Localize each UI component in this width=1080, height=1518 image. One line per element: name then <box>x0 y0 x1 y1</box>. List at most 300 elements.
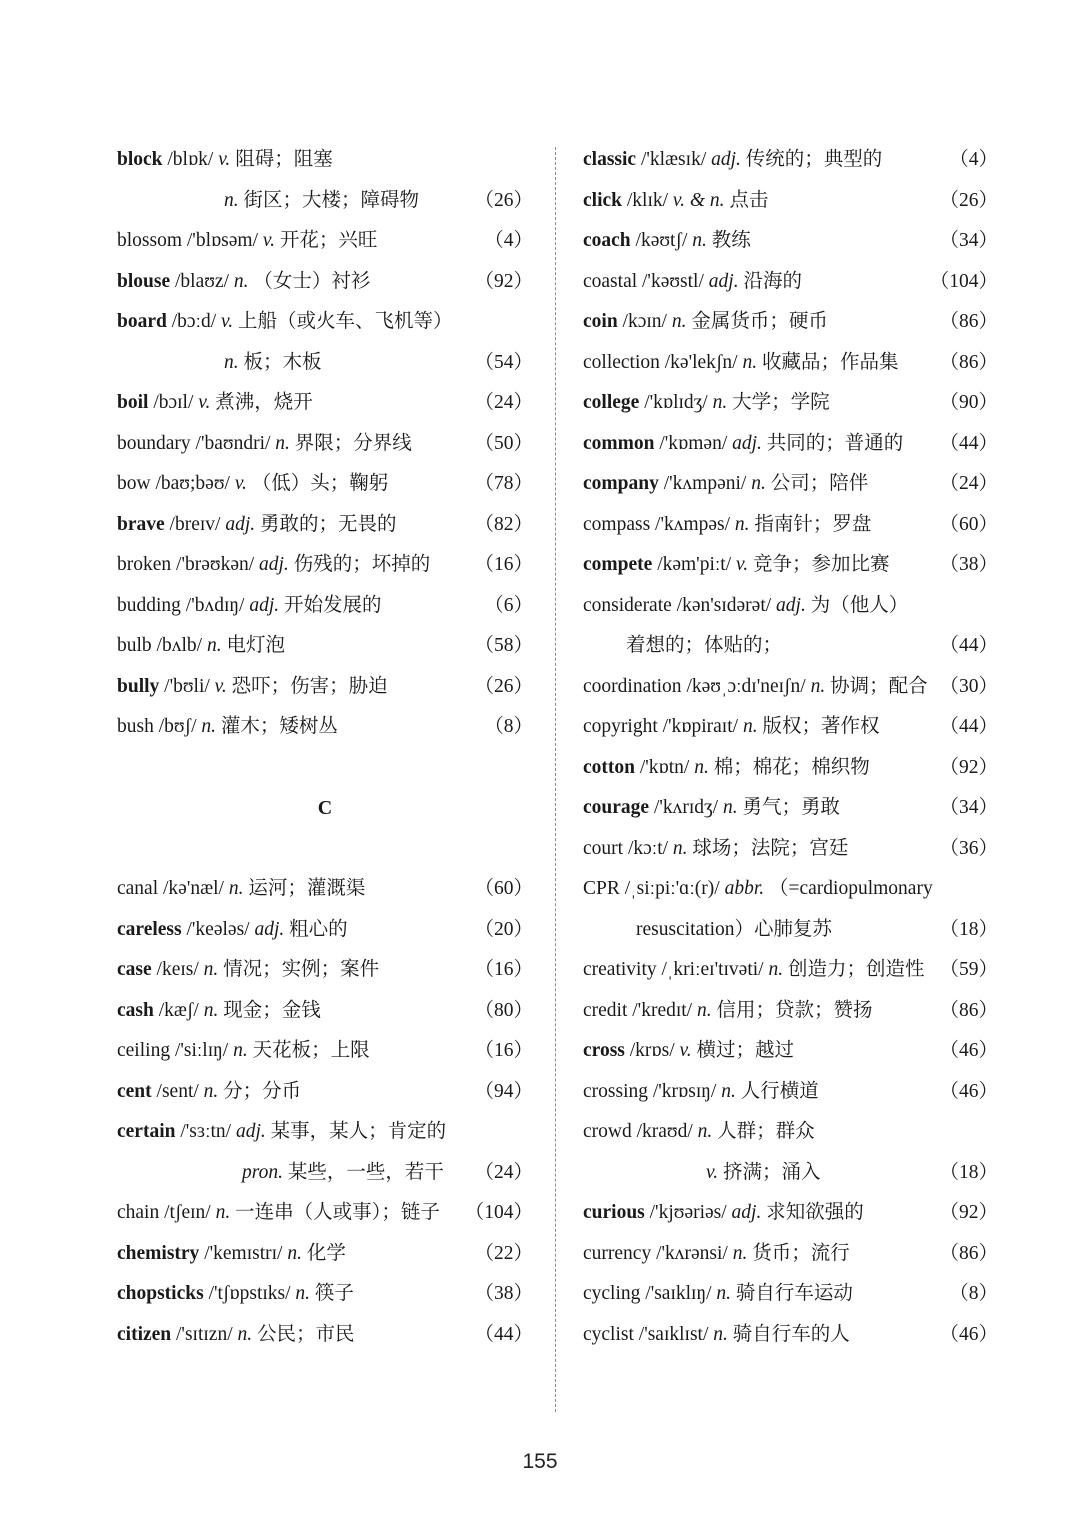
headword: cash <box>117 999 154 1021</box>
page-reference: （86） <box>939 1242 998 1264</box>
page-reference: （94） <box>474 1080 533 1102</box>
part-of-speech: v. <box>262 230 275 251</box>
dictionary-entry <box>117 991 533 1032</box>
headword: bow <box>117 473 151 494</box>
headword: block <box>117 149 163 170</box>
entry-text <box>583 1031 794 1072</box>
part-of-speech: adj. <box>711 149 741 170</box>
entry-text <box>117 424 412 465</box>
headword: cross <box>583 1040 625 1061</box>
column-divider <box>555 147 556 1412</box>
entry-text <box>117 910 348 951</box>
part-of-speech: v. <box>706 1161 719 1183</box>
entry-text <box>583 586 908 627</box>
page-reference: （16） <box>474 959 533 980</box>
dictionary-entry <box>117 424 533 465</box>
entry-text <box>117 383 313 424</box>
definition: 挤满；涌入 <box>718 1161 821 1183</box>
dictionary-entry <box>583 950 998 991</box>
dictionary-entry <box>117 1274 533 1315</box>
page-reference: （18） <box>939 1161 998 1183</box>
page-reference: （26） <box>474 675 533 697</box>
entry-text <box>583 1193 864 1234</box>
headword: credit <box>583 999 628 1021</box>
entry-text <box>117 869 365 910</box>
headword: compass <box>583 513 651 535</box>
phonetic: /kɔːt/ <box>623 837 673 859</box>
entry-text <box>117 262 370 303</box>
page-reference: （4） <box>949 149 998 170</box>
page-reference: （60） <box>939 513 998 535</box>
headword: cent <box>117 1080 152 1102</box>
definition: 棉；棉花；棉织物 <box>708 756 870 778</box>
entry-continuation <box>583 910 998 951</box>
headword: broken <box>117 554 172 575</box>
phonetic: /'kəʊstl/ <box>637 270 709 292</box>
headword: bully <box>117 675 160 697</box>
entry-text <box>117 505 397 546</box>
page-reference: （58） <box>474 635 533 656</box>
dictionary-entry <box>583 424 998 465</box>
part-of-speech: adj. <box>732 432 762 454</box>
page-reference: （4） <box>484 230 533 251</box>
definition: 求知欲强的 <box>761 1202 864 1223</box>
entry-text <box>583 464 868 505</box>
headword: chemistry <box>117 1242 200 1264</box>
right-column <box>583 140 998 1355</box>
dictionary-entry <box>117 464 533 505</box>
headword: court <box>583 837 624 859</box>
definition: 恐吓；伤害；胁迫 <box>226 675 388 697</box>
definition: 收藏品；作品集 <box>757 351 899 373</box>
definition: 灌木；矮树丛 <box>216 716 338 737</box>
phonetic: /'keələs/ <box>181 918 255 940</box>
headword: boundary <box>117 432 191 454</box>
definition: 伤残的；坏掉的 <box>288 554 431 575</box>
definition: 开始发展的 <box>279 594 382 616</box>
phonetic: /'siːlɪŋ/ <box>170 1040 234 1061</box>
dictionary-entry <box>583 343 998 384</box>
phonetic: /'bʌdɪŋ/ <box>180 594 250 616</box>
entry-text <box>117 140 333 181</box>
entry-text <box>583 505 871 546</box>
dictionary-entry <box>583 262 998 303</box>
entry-text <box>583 1315 850 1356</box>
part-of-speech: n. <box>203 999 219 1021</box>
phonetic: /kəʊtʃ/ <box>630 230 693 251</box>
definition: 公民；市民 <box>252 1323 355 1345</box>
headword: copyright <box>583 716 658 737</box>
part-of-speech: v. <box>218 149 231 170</box>
dictionary-entry <box>117 1193 533 1234</box>
headword: college <box>583 392 640 413</box>
part-of-speech: v. <box>736 554 749 575</box>
entry-text <box>117 545 430 586</box>
part-of-speech: v. <box>214 675 227 697</box>
definition: 骑自行车运动 <box>731 1283 853 1304</box>
page-reference: （50） <box>474 432 533 454</box>
headword: company <box>583 473 659 494</box>
definition: 勇气；勇敢 <box>737 797 840 818</box>
entry-continuation <box>117 181 533 222</box>
headword: CPR <box>583 878 620 899</box>
definition: 煮沸，烧开 <box>210 392 313 413</box>
definition: 一连串（人或事）；链子 <box>230 1202 440 1223</box>
dictionary-entry <box>583 1315 998 1356</box>
part-of-speech: adj. <box>254 918 285 940</box>
page-reference: （46） <box>939 1040 998 1061</box>
definition: 点击 <box>724 189 769 211</box>
phonetic: /breɪv/ <box>164 513 226 535</box>
definition: 公司；陪伴 <box>765 473 869 494</box>
phonetic: /'baʊndri/ <box>190 432 276 454</box>
page-reference: （34） <box>939 797 998 818</box>
dictionary-entry <box>117 262 533 303</box>
definition: （=cardiopulmonary <box>764 878 933 899</box>
page-reference: （104） <box>464 1202 533 1223</box>
entry-text <box>224 181 419 222</box>
part-of-speech: n. <box>224 189 239 211</box>
headword: cotton <box>583 756 635 778</box>
phonetic: /tʃeɪn/ <box>159 1202 216 1223</box>
page-reference: （36） <box>939 837 998 859</box>
phonetic: /kɔɪn/ <box>617 311 672 332</box>
dictionary-entry <box>117 1112 533 1153</box>
part-of-speech: n. <box>233 270 249 292</box>
dictionary-entry <box>117 910 533 951</box>
phonetic: /'bʊli/ <box>159 675 215 697</box>
dictionary-entry <box>583 545 998 586</box>
entry-text <box>583 302 828 343</box>
phonetic: /'saɪklɪŋ/ <box>640 1283 717 1304</box>
left-column <box>117 140 533 1355</box>
phonetic: /krɒs/ <box>624 1040 680 1061</box>
phonetic: /'kɒtn/ <box>635 756 695 778</box>
definition: 信用；贷款；赞扬 <box>711 999 873 1021</box>
headword: certain <box>117 1121 176 1142</box>
entry-text <box>583 424 903 465</box>
entry-text <box>626 626 782 667</box>
headword: boil <box>117 392 149 413</box>
part-of-speech: v. <box>679 1040 692 1061</box>
headword: coordination <box>583 675 682 697</box>
phonetic: /kə'næl/ <box>158 878 229 899</box>
phonetic: /bɔːd/ <box>166 311 222 332</box>
phonetic: /'brəʊkən/ <box>171 554 260 575</box>
entry-text <box>583 950 924 991</box>
dictionary-entry <box>117 221 533 262</box>
entry-text <box>117 950 379 991</box>
page-reference: （22） <box>474 1242 533 1264</box>
entry-text <box>117 707 338 748</box>
phonetic: /ˌkriːeɪ'tɪvəti/ <box>656 959 769 980</box>
entry-text <box>242 1153 444 1194</box>
page-reference: （59） <box>939 959 998 980</box>
entry-text <box>583 181 768 222</box>
phonetic: /'krɒsɪŋ/ <box>648 1080 722 1102</box>
part-of-speech: n. <box>692 230 707 251</box>
headword: cyclist <box>583 1323 634 1345</box>
page-reference: （20） <box>474 918 533 940</box>
page-reference: （44） <box>939 432 998 454</box>
page-reference: （44） <box>939 635 998 656</box>
entry-continuation <box>583 626 998 667</box>
part-of-speech: n. <box>696 999 712 1021</box>
headword: considerate <box>583 594 672 616</box>
definition: 开花；兴旺 <box>275 230 378 251</box>
part-of-speech: adj. <box>235 1121 266 1142</box>
definition: 化学 <box>301 1242 346 1264</box>
page-reference: （90） <box>939 392 998 413</box>
definition: 传统的；典型的 <box>740 149 883 170</box>
phonetic: /'kɒmən/ <box>654 432 733 454</box>
phonetic: /kəm'piːt/ <box>652 554 736 575</box>
page-reference: （26） <box>474 189 533 211</box>
entry-text <box>583 1112 815 1153</box>
dictionary-entry <box>583 464 998 505</box>
part-of-speech: v. <box>198 392 211 413</box>
part-of-speech: n. <box>275 432 290 454</box>
phonetic: /'kʌrənsi/ <box>651 1242 733 1264</box>
definition: 货币；流行 <box>747 1242 850 1264</box>
entry-text <box>117 1274 354 1315</box>
headword: bush <box>117 716 154 737</box>
phonetic: /keɪs/ <box>151 959 204 980</box>
page-number: 155 <box>522 1450 558 1473</box>
entry-text <box>706 1153 820 1194</box>
entry-text <box>583 343 898 384</box>
section-heading: C <box>317 796 333 819</box>
definition: 人群；群众 <box>712 1121 815 1142</box>
page-reference: （18） <box>939 918 998 940</box>
part-of-speech: n. <box>671 311 687 332</box>
phonetic: /'kɒpiraɪt/ <box>657 716 743 737</box>
headword: chopsticks <box>117 1283 204 1304</box>
page-reference: （8） <box>949 1283 998 1304</box>
page-reference: （60） <box>474 878 533 899</box>
part-of-speech: adj. <box>776 594 806 616</box>
entry-text <box>117 464 388 505</box>
page-reference: （46） <box>939 1323 998 1345</box>
phonetic: /'kɒlɪdʒ/ <box>639 392 713 413</box>
entry-text <box>117 1234 346 1275</box>
dictionary-entry <box>583 707 998 748</box>
page-reference: （86） <box>939 999 998 1021</box>
dictionary-entry <box>583 667 998 708</box>
part-of-speech: n. <box>295 1283 311 1304</box>
part-of-speech: adj. <box>259 554 289 575</box>
entry-text <box>117 1112 446 1153</box>
part-of-speech: n. <box>233 1040 248 1061</box>
definition: （女士）衬衫 <box>248 270 371 292</box>
definition: 电灯泡 <box>221 635 285 656</box>
dictionary-entry <box>117 707 533 748</box>
page-reference: （92） <box>474 270 533 292</box>
phonetic: /kəʊˌɔːdɪ'neɪʃn/ <box>681 675 811 697</box>
dictionary-entry <box>117 869 533 910</box>
definition: resuscitation）心肺复苏 <box>636 918 833 940</box>
entry-text <box>117 302 453 343</box>
definition: 分；分币 <box>218 1080 302 1102</box>
page-reference: （30） <box>939 675 998 697</box>
definition: 教练 <box>706 230 751 251</box>
page-reference: （92） <box>939 756 998 778</box>
dictionary-entry <box>583 505 998 546</box>
part-of-speech: n. <box>721 1080 736 1102</box>
definition: 球场；法院；宫廷 <box>687 837 849 859</box>
part-of-speech: n. <box>734 513 750 535</box>
part-of-speech: n. <box>224 351 239 373</box>
page-reference: （6） <box>484 594 533 616</box>
dictionary-entry <box>583 991 998 1032</box>
dictionary-entry <box>583 140 998 181</box>
part-of-speech: n. <box>713 1323 728 1345</box>
definition: 指南针；罗盘 <box>749 513 872 535</box>
part-of-speech: n. <box>215 1202 231 1223</box>
part-of-speech: n. <box>697 1121 713 1142</box>
page-reference: （54） <box>474 351 533 373</box>
part-of-speech: n. <box>810 675 826 697</box>
headword: courage <box>583 797 650 818</box>
entry-text <box>224 343 322 384</box>
page-reference: （82） <box>474 513 533 535</box>
part-of-speech: v. & n. <box>672 189 725 211</box>
dictionary-entry <box>583 829 998 870</box>
part-of-speech: n. <box>287 1242 302 1264</box>
entry-text <box>583 667 928 708</box>
phonetic: /'saɪklɪst/ <box>633 1323 714 1345</box>
dictionary-entry <box>583 1274 998 1315</box>
definition: 横过；越过 <box>691 1040 794 1061</box>
definition: 共同的；普通的 <box>761 432 904 454</box>
page-reference: （104） <box>929 270 998 292</box>
part-of-speech: abbr. <box>724 878 765 899</box>
phonetic: /blɒk/ <box>162 149 219 170</box>
page-reference: （80） <box>474 999 533 1021</box>
page-reference: （92） <box>939 1202 998 1223</box>
entry-text <box>583 545 889 586</box>
part-of-speech: n. <box>751 473 766 494</box>
phonetic: /'kredɪt/ <box>627 999 697 1021</box>
dictionary-entry <box>583 869 998 910</box>
entry-text <box>583 748 870 789</box>
part-of-speech: n. <box>201 716 216 737</box>
headword: curious <box>583 1202 645 1223</box>
dictionary-entry <box>583 1072 998 1113</box>
phonetic: /sent/ <box>151 1080 204 1102</box>
definition: 为（他人） <box>805 594 909 616</box>
definition: 上船（或火车、飞机等） <box>233 311 453 332</box>
part-of-speech: n. <box>722 797 738 818</box>
definition: 阻碍；阻塞 <box>230 149 333 170</box>
headword: crossing <box>583 1080 648 1102</box>
phonetic: /bʌlb/ <box>151 635 207 656</box>
page-reference: （38） <box>939 554 998 575</box>
page-reference: （16） <box>474 554 533 575</box>
headword: board <box>117 311 167 332</box>
phonetic: /kə'lekʃn/ <box>659 351 743 373</box>
page-reference: （8） <box>484 716 533 737</box>
part-of-speech: n. <box>732 1242 748 1264</box>
dictionary-entry <box>583 383 998 424</box>
dictionary-entry <box>583 1031 998 1072</box>
phonetic: /bɔɪl/ <box>148 392 199 413</box>
part-of-speech: n. <box>742 716 758 737</box>
headword: collection <box>583 351 660 373</box>
definition: 现金；金钱 <box>218 999 321 1021</box>
phonetic: /'kemɪstrɪ/ <box>199 1242 288 1264</box>
entry-continuation <box>117 343 533 384</box>
definition: 竞争；参加比赛 <box>748 554 890 575</box>
dictionary-entry <box>117 1072 533 1113</box>
headword: compete <box>583 554 653 575</box>
entry-text <box>117 221 377 262</box>
phonetic: /'kʌmpəni/ <box>658 473 752 494</box>
entry-text <box>583 1234 850 1275</box>
definition: 界限；分界线 <box>289 432 412 454</box>
part-of-speech: n. <box>206 635 222 656</box>
part-of-speech: n. <box>768 959 784 980</box>
part-of-speech: adj. <box>225 513 256 535</box>
dictionary-entry <box>117 545 533 586</box>
headword: bulb <box>117 635 152 656</box>
definition: 粗心的 <box>284 918 348 940</box>
dictionary-entry <box>583 302 998 343</box>
page-reference: （24） <box>939 473 998 494</box>
phonetic: /'klæsɪk/ <box>636 149 712 170</box>
definition: 运河；灌溉渠 <box>243 878 366 899</box>
page-reference: （16） <box>474 1040 533 1061</box>
dictionary-entry <box>117 1315 533 1356</box>
phonetic: /ˌsiːpiː'ɑː(r)/ <box>619 878 725 899</box>
page-reference: （78） <box>474 473 533 494</box>
headword: classic <box>583 149 637 170</box>
phonetic: /'kjʊəriəs/ <box>644 1202 732 1223</box>
phonetic: /'tʃɒpstɪks/ <box>203 1283 296 1304</box>
definition: （低）头；鞠躬 <box>246 473 389 494</box>
part-of-speech: n. <box>694 756 709 778</box>
part-of-speech: n. <box>712 392 728 413</box>
entry-text <box>117 1072 301 1113</box>
part-of-speech: n. <box>716 1283 732 1304</box>
part-of-speech: n. <box>228 878 244 899</box>
headword: coach <box>583 230 631 251</box>
headword: blossom <box>117 230 183 251</box>
phonetic: /kæʃ/ <box>153 999 204 1021</box>
entry-text <box>583 1072 819 1113</box>
phonetic: /'sɪtɪzn/ <box>171 1323 238 1345</box>
definition: 金属货币；硬币 <box>686 311 828 332</box>
dictionary-entry <box>117 140 533 181</box>
headword: creativity <box>583 959 657 980</box>
phonetic: /'sɜːtn/ <box>175 1121 236 1142</box>
part-of-speech: v. <box>221 311 234 332</box>
definition: 沿海的 <box>738 270 802 292</box>
part-of-speech: adj. <box>731 1202 762 1223</box>
definition: 人行横道 <box>735 1080 819 1102</box>
phonetic: /'kʌmpəs/ <box>650 513 735 535</box>
headword: citizen <box>117 1323 172 1345</box>
definition: 某些，一些，若干 <box>283 1161 444 1183</box>
page-reference: （44） <box>939 716 998 737</box>
phonetic: /bʊʃ/ <box>153 716 202 737</box>
dictionary-entry <box>583 221 998 262</box>
phonetic: /'blɒsəm/ <box>182 230 263 251</box>
dictionary-entry <box>117 626 533 667</box>
phonetic: /'kʌrɪdʒ/ <box>649 797 723 818</box>
page-reference: （46） <box>939 1080 998 1102</box>
phonetic: /kraʊd/ <box>631 1121 698 1142</box>
